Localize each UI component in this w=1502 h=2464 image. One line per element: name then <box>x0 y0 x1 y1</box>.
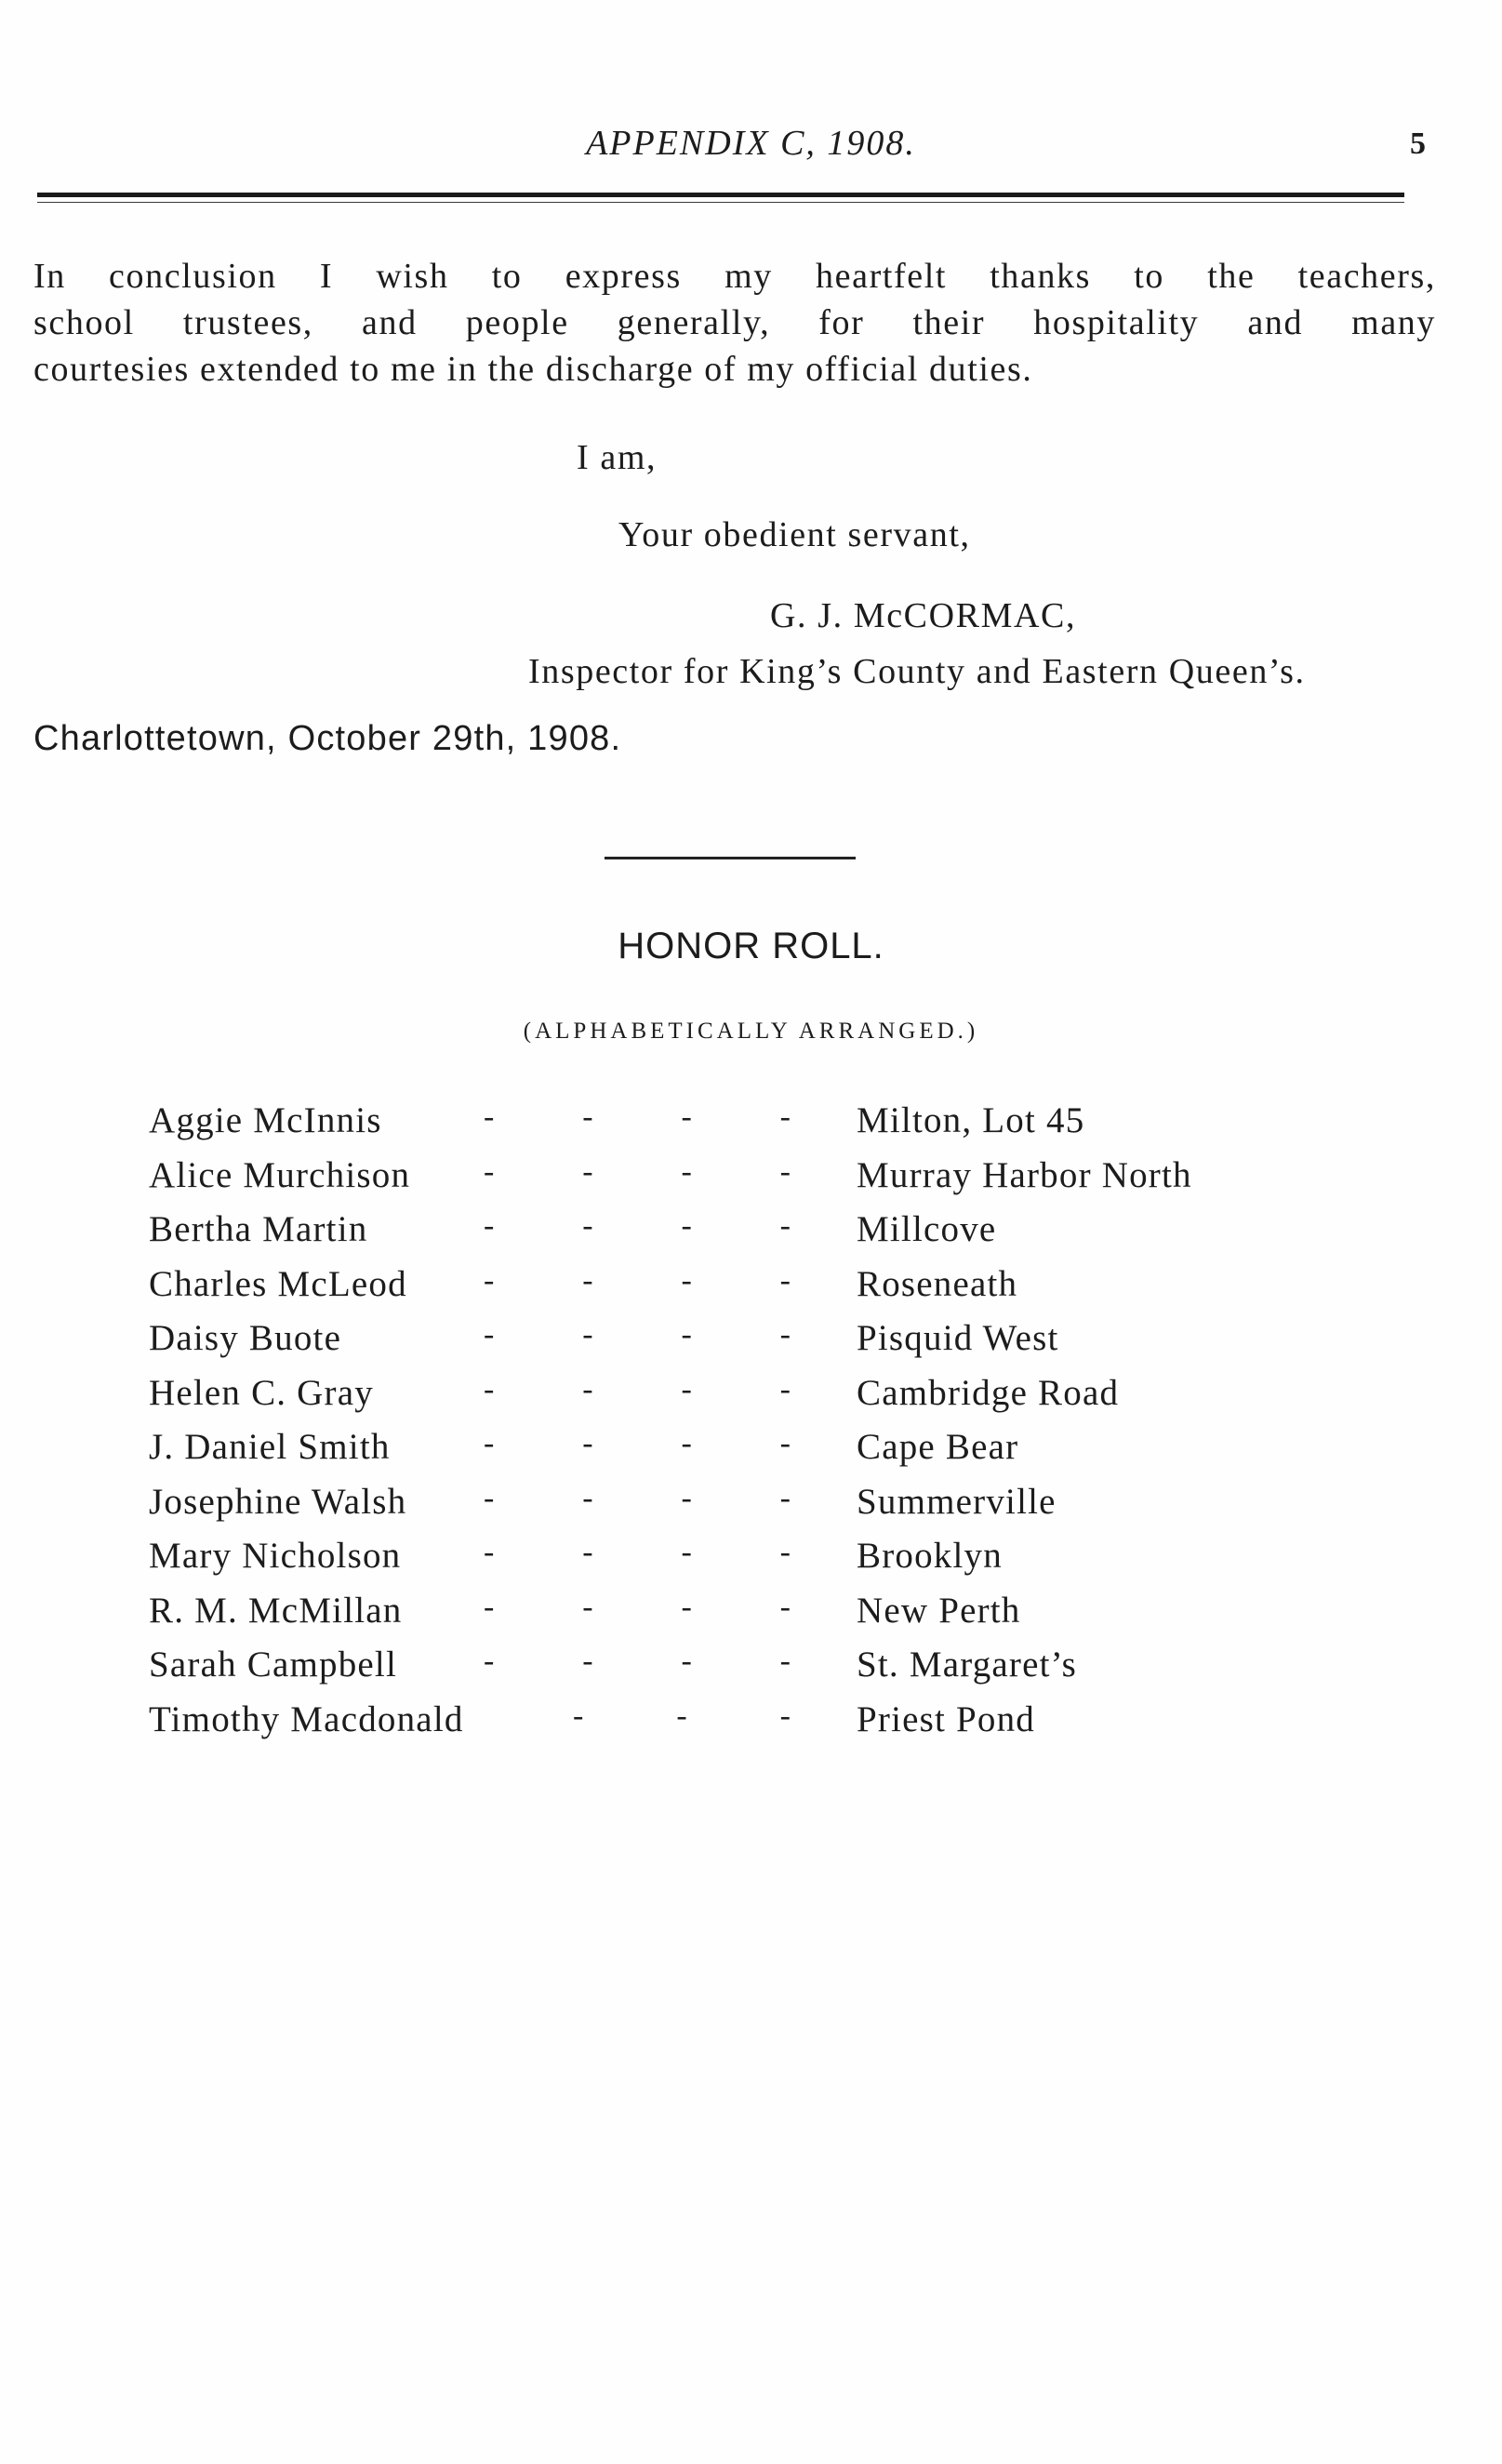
list-item <box>0 1208 1502 1262</box>
leader-dashes <box>484 1154 791 1190</box>
student-name: Josephine Walsh <box>149 1481 407 1522</box>
leader-dash: - <box>582 1153 593 1189</box>
student-place: Priest Pond <box>857 1698 1035 1739</box>
page-number: 5 <box>1410 127 1426 161</box>
leader-dash: - <box>779 1644 791 1678</box>
leader-dash: - <box>681 1535 692 1569</box>
student-place: Pisquid West <box>857 1318 1059 1358</box>
leader-dash: - <box>779 1153 791 1189</box>
student-place: New Perth <box>857 1590 1021 1631</box>
leader-dash: - <box>681 1426 692 1460</box>
honor-roll-subtitle: (ALPHABETICALLY ARRANGED.) <box>523 1019 979 1044</box>
dateline: Charlottetown, October 29th, 1908. <box>33 719 622 758</box>
leader-dash: - <box>582 1589 593 1624</box>
list-item <box>0 1535 1502 1589</box>
leader-dash: - <box>779 1371 791 1406</box>
list-item <box>0 1099 1502 1153</box>
student-place: St. Margaret’s <box>857 1645 1078 1685</box>
student-name: Timothy Macdonald <box>149 1698 464 1739</box>
student-place: Milton, Lot 45 <box>857 1100 1085 1140</box>
student-name: J. Daniel Smith <box>149 1427 391 1467</box>
header-rule <box>37 193 1404 197</box>
leader-dash: - <box>484 1644 495 1678</box>
leader-dashes <box>484 1644 791 1679</box>
student-place: Murray Harbor North <box>857 1154 1192 1195</box>
leader-dashes <box>484 1208 791 1244</box>
leader-dash: - <box>779 1535 791 1569</box>
leader-dash: - <box>681 1317 692 1352</box>
paragraph-line-3: courtesies extended to me in the discharge of my official duties. <box>33 350 1033 389</box>
student-place: Brooklyn <box>857 1536 1003 1576</box>
list-item <box>0 1481 1502 1535</box>
leader-dash: - <box>779 1698 791 1733</box>
paragraph-line-2: school trustees, and people generally, for their hospitality and many <box>33 303 1436 342</box>
leader-dash: - <box>573 1698 584 1733</box>
leader-dashes <box>484 1263 791 1299</box>
student-name: Alice Murchison <box>149 1154 411 1195</box>
leader-dash: - <box>681 1099 692 1134</box>
leader-dash: - <box>582 1099 593 1134</box>
student-name: Aggie McInnis <box>149 1100 382 1140</box>
leader-dash: - <box>582 1426 593 1460</box>
list-item <box>0 1154 1502 1208</box>
paragraph-line-1: In conclusion I wish to express my heartfelt thanks to the teachers, <box>33 257 1436 296</box>
list-item <box>0 1426 1502 1480</box>
leader-dash: - <box>681 1208 692 1243</box>
leader-dash: - <box>582 1317 593 1352</box>
leader-dash: - <box>681 1644 692 1678</box>
leader-dash: - <box>779 1426 791 1460</box>
student-place: Summerville <box>857 1481 1057 1522</box>
leader-dash: - <box>484 1317 495 1352</box>
leader-dashes <box>484 1099 791 1135</box>
header-rule-thin <box>37 202 1404 203</box>
leader-dashes <box>484 1372 791 1407</box>
leader-dash: - <box>484 1099 495 1134</box>
leader-dash: - <box>582 1262 593 1298</box>
list-item <box>0 1372 1502 1426</box>
student-name: Sarah Campbell <box>149 1645 397 1685</box>
honor-roll-title: HONOR ROLL. <box>618 926 884 966</box>
student-name: Charles McLeod <box>149 1263 407 1304</box>
leader-dash: - <box>779 1099 791 1134</box>
list-item <box>0 1263 1502 1317</box>
leader-dashes <box>484 1426 791 1461</box>
student-name: Daisy Buote <box>149 1318 342 1358</box>
leader-dash: - <box>582 1535 593 1569</box>
section-divider <box>605 857 856 859</box>
leader-dash: - <box>779 1262 791 1298</box>
leader-dash: - <box>582 1480 593 1515</box>
leader-dash: - <box>779 1480 791 1515</box>
valediction: Your obedient servant, <box>618 515 971 554</box>
running-head: APPENDIX C, 1908. <box>586 124 916 163</box>
leader-dash: - <box>582 1208 593 1243</box>
salutation: I am, <box>577 438 658 477</box>
leader-dash: - <box>779 1589 791 1624</box>
leader-dash: - <box>484 1426 495 1460</box>
leader-dash: - <box>779 1317 791 1352</box>
list-item <box>0 1698 1502 1752</box>
student-name: R. M. McMillan <box>149 1590 403 1631</box>
leader-dash: - <box>484 1480 495 1515</box>
leader-dash: - <box>484 1262 495 1298</box>
student-name: Mary Nicholson <box>149 1536 402 1576</box>
signature-title: Inspector for King’s County and Eastern Queen’s. <box>528 652 1306 691</box>
list-item <box>0 1644 1502 1698</box>
leader-dash: - <box>681 1589 692 1624</box>
leader-dashes <box>573 1698 791 1734</box>
leader-dash: - <box>681 1371 692 1406</box>
leader-dash: - <box>676 1698 687 1733</box>
leader-dash: - <box>681 1480 692 1515</box>
leader-dashes <box>484 1317 791 1352</box>
leader-dash: - <box>681 1262 692 1298</box>
student-name: Helen C. Gray <box>149 1372 374 1413</box>
leader-dash: - <box>484 1535 495 1569</box>
leader-dash: - <box>681 1153 692 1189</box>
leader-dashes <box>484 1535 791 1570</box>
leader-dashes <box>484 1481 791 1516</box>
student-place: Millcove <box>857 1209 997 1249</box>
leader-dash: - <box>484 1153 495 1189</box>
leader-dash: - <box>779 1208 791 1243</box>
student-place: Cape Bear <box>857 1427 1019 1467</box>
leader-dash: - <box>484 1371 495 1406</box>
list-item <box>0 1590 1502 1644</box>
leader-dashes <box>484 1590 791 1625</box>
student-place: Roseneath <box>857 1263 1018 1304</box>
leader-dash: - <box>582 1644 593 1678</box>
leader-dash: - <box>484 1589 495 1624</box>
student-place: Cambridge Road <box>857 1372 1120 1413</box>
signature: G. J. McCORMAC, <box>770 596 1077 635</box>
student-name: Bertha Martin <box>149 1209 368 1249</box>
leader-dash: - <box>484 1208 495 1243</box>
list-item <box>0 1317 1502 1371</box>
leader-dash: - <box>582 1371 593 1406</box>
